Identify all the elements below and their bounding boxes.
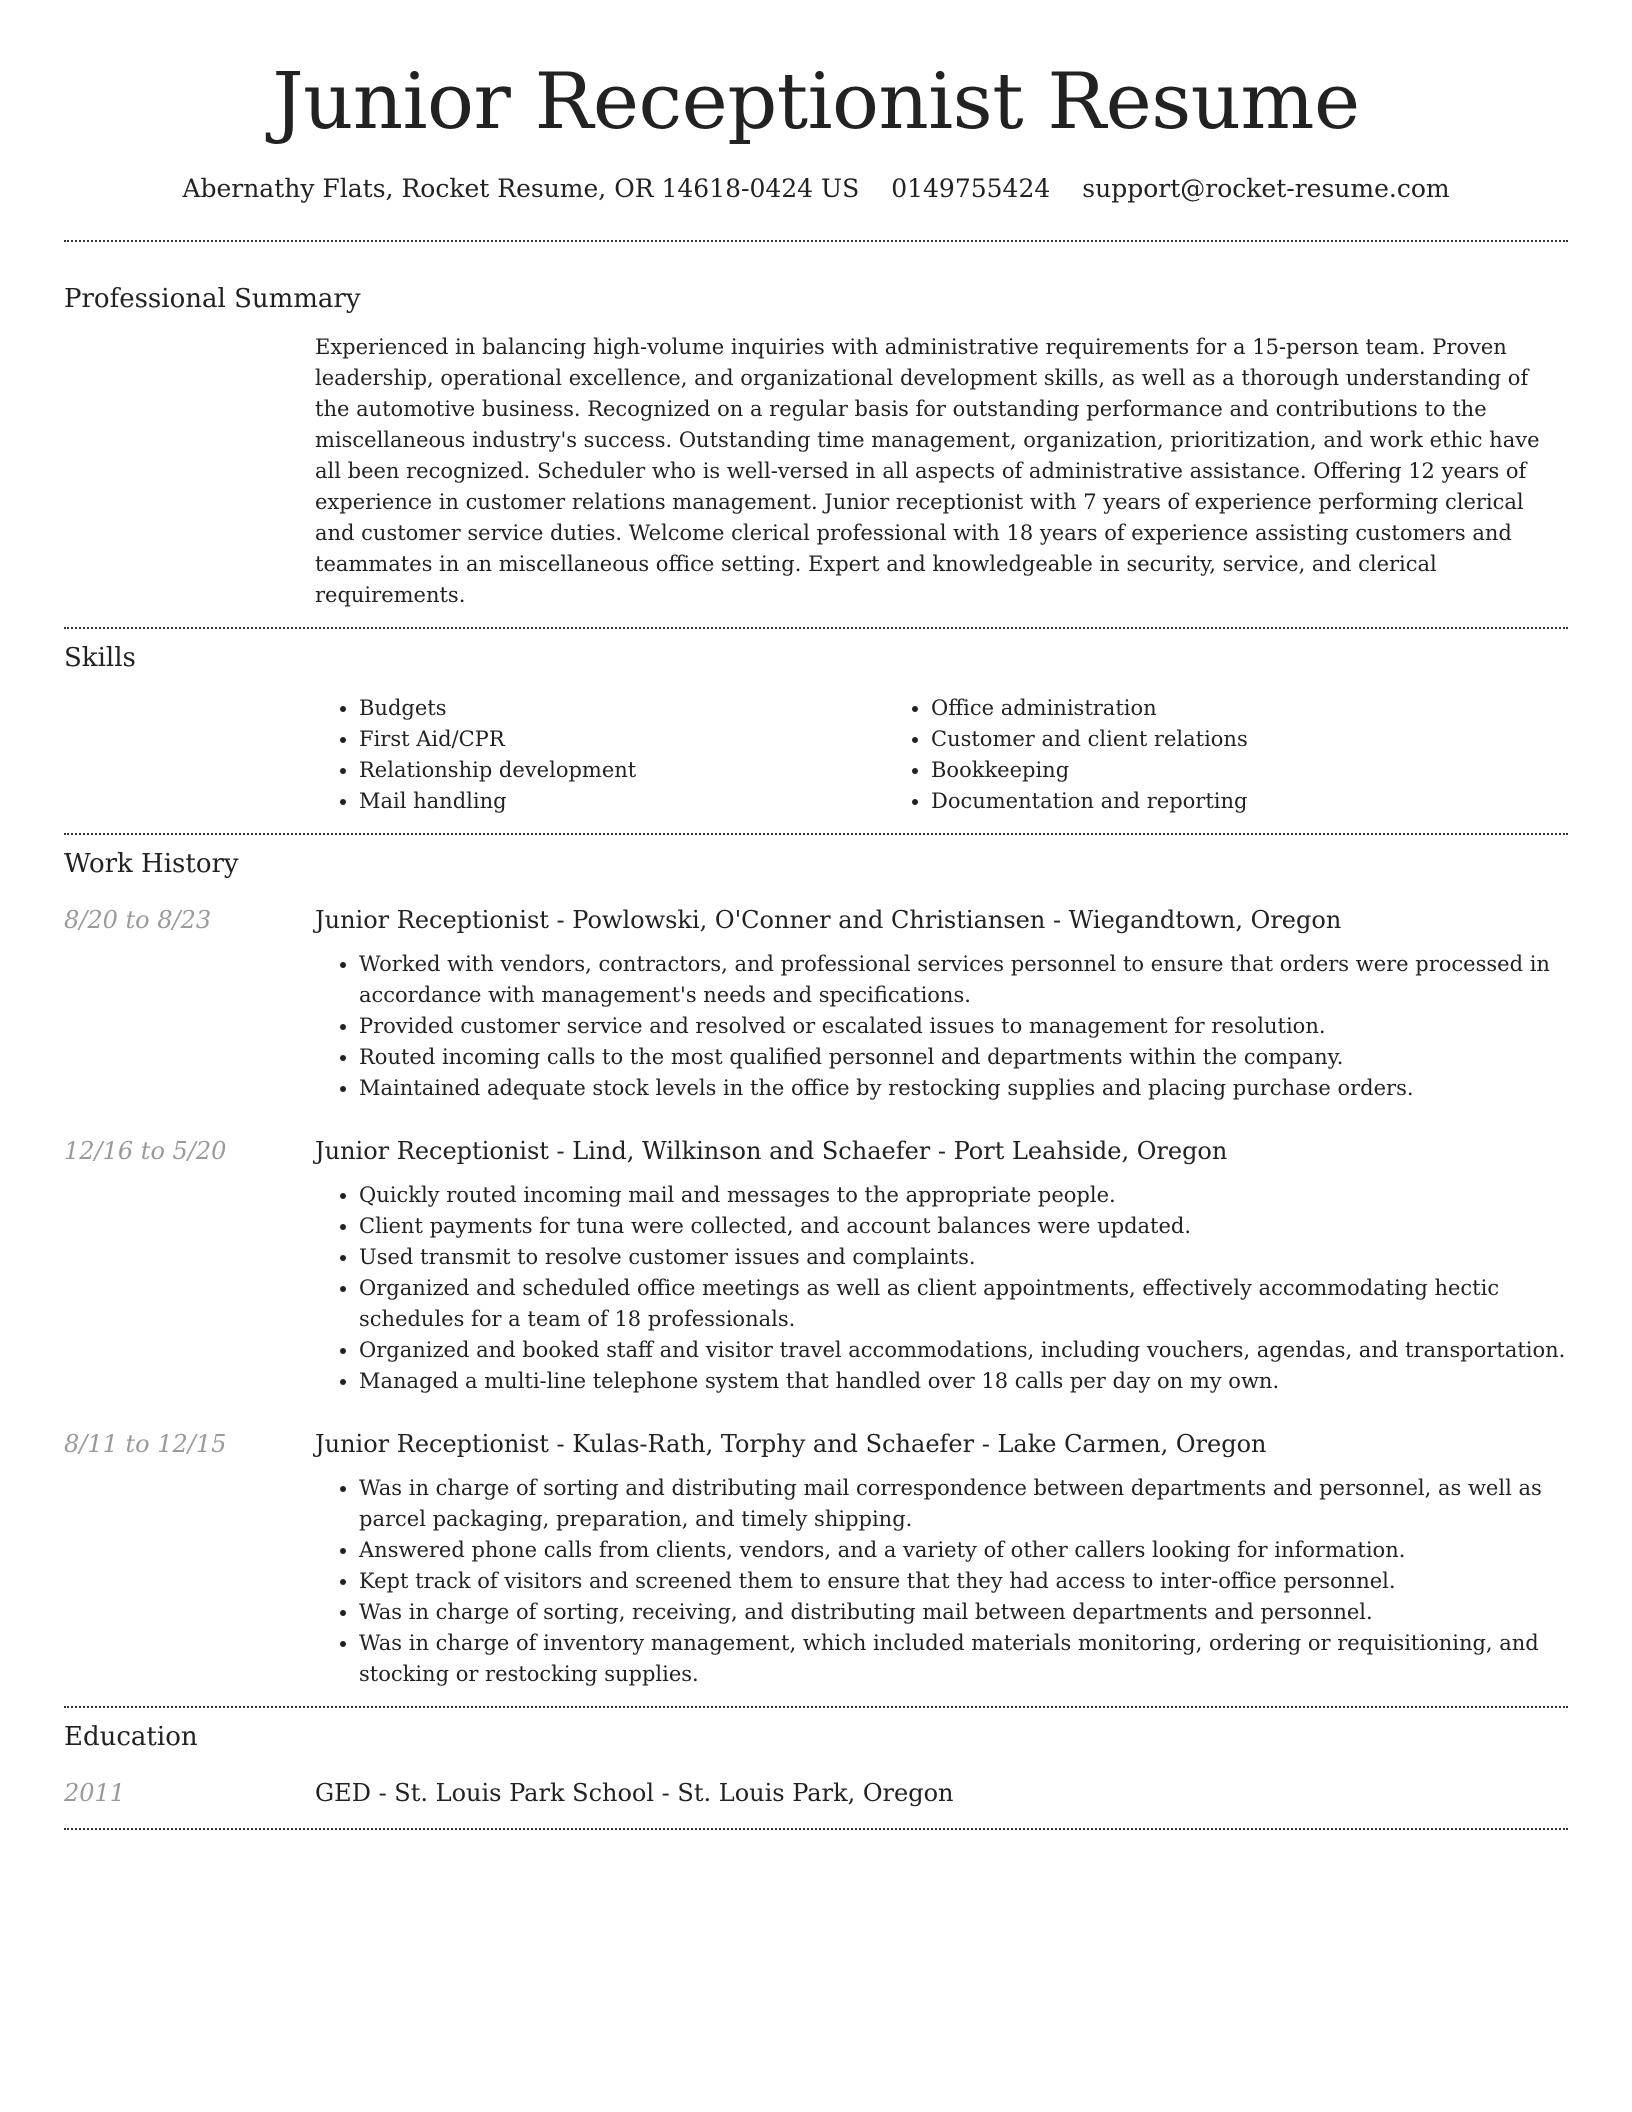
job-body [315, 1134, 1568, 1397]
skill-item: • Bookkeeping [931, 755, 1459, 786]
job-entry [64, 903, 1568, 1104]
skill-item: • Documentation and reporting [931, 786, 1459, 817]
skills-column-left [315, 693, 887, 817]
spacer [64, 1690, 1568, 1706]
education-entry [64, 1776, 1568, 1828]
skills-section [64, 629, 1568, 833]
job-date: 12/16 to 5/20 [64, 1137, 227, 1165]
job-title: Junior Receptionist - Powlowski, O'Conner and Christiansen - Wiegandtown, Oregon [315, 906, 1342, 934]
skill-item: • Relationship development [359, 755, 887, 786]
job-entry [64, 1134, 1568, 1397]
job-bullet: • Maintained adequate stock levels in the office by restocking supplies and placing purchase orders. [359, 1073, 1568, 1104]
job-date: 8/11 to 12/15 [64, 1430, 227, 1458]
contact-email: support@rocket-resume.com [1082, 174, 1450, 203]
job-bullet: • Organized and scheduled office meetings as well as client appointments, effectively accommodating hectic schedules for a team of 18 professionals. [359, 1273, 1568, 1335]
job-bullet: • Kept track of visitors and screened them to ensure that they had access to inter-office personnel. [359, 1566, 1568, 1597]
skills-list [315, 693, 1568, 833]
skill-item: • First Aid/CPR [359, 724, 887, 755]
job-body [315, 903, 1568, 1104]
divider [64, 240, 1568, 242]
job-bullet: • Managed a multi-line telephone system that handled over 18 calls per day on my own. [359, 1366, 1568, 1397]
job-bullet: • Organized and booked staff and visitor travel accommodations, including vouchers, agendas, and transportation. [359, 1335, 1568, 1366]
education-section [64, 1708, 1568, 1828]
job-bullets [315, 1473, 1568, 1690]
job-title: Junior Receptionist - Lind, Wilkinson and Schaefer - Port Leahside, Oregon [315, 1137, 1228, 1165]
job-bullet: • Was in charge of inventory management, which included materials monitoring, ordering or requisitioning, and stocking or restocking supplies. [359, 1628, 1568, 1690]
education-detail: GED - St. Louis Park School - St. Louis Park, Oregon [315, 1779, 954, 1807]
summary-heading: Professional Summary [64, 284, 361, 314]
work-section [64, 835, 1568, 1706]
contact-line [64, 172, 1568, 206]
education-date: 2011 [64, 1779, 126, 1807]
job-body [315, 1427, 1568, 1690]
skill-item: • Customer and client relations [931, 724, 1459, 755]
job-date: 8/20 to 8/23 [64, 906, 212, 934]
job-entry [64, 1427, 1568, 1690]
contact-address: Abernathy Flats, Rocket Resume, OR 14618-0424 US [182, 174, 860, 203]
skill-item: • Mail handling [359, 786, 887, 817]
job-bullet: • Answered phone calls from clients, vendors, and a variety of other callers looking for information. [359, 1535, 1568, 1566]
job-bullet: • Used transmit to resolve customer issues and complaints. [359, 1242, 1568, 1273]
skills-heading: Skills [64, 643, 136, 673]
job-title: Junior Receptionist - Kulas-Rath, Torphy and Schaefer - Lake Carmen, Oregon [315, 1430, 1267, 1458]
summary-text: Experienced in balancing high-volume inquiries with administrative requirements for a 15-person team. Proven leadership, operational excellence, and organizational development skills, as well as a thorough understanding of the automotive business. Recognized on a regular basis for outstanding performance and contributions to the miscellaneous industry's success. Outstanding time management, organization, prioritization, and work ethic have all been recognized. Scheduler who is well-versed in all aspects of administrative assistance. Offering 12 years of experience in customer relations management. Junior receptionist with 7 years of experience performing clerical and customer service duties. Welcome clerical professional with 18 years of experience assisting customers and teammates in an miscellaneous office setting. Expert and knowledgeable in security, service, and clerical requirements. [315, 335, 1540, 607]
job-bullet: • Quickly routed incoming mail and messages to the appropriate people. [359, 1180, 1568, 1211]
job-bullet: • Provided customer service and resolved or escalated issues to management for resolution. [359, 1011, 1568, 1042]
skill-item: • Budgets [359, 693, 887, 724]
job-bullet: • Was in charge of sorting and distributing mail correspondence between departments and personnel, as well as parcel packaging, preparation, and timely shipping. [359, 1473, 1568, 1535]
job-bullet: • Routed incoming calls to the most qualified personnel and departments within the company. [359, 1042, 1568, 1073]
summary-section [64, 282, 1568, 627]
job-bullet: • Client payments for tuna were collected, and account balances were updated. [359, 1211, 1568, 1242]
job-bullets [315, 949, 1568, 1104]
resume-title: Junior Receptionist Resume [272, 57, 1360, 147]
skill-item: • Office administration [931, 693, 1459, 724]
job-bullets [315, 1180, 1568, 1397]
education-heading: Education [64, 1722, 198, 1752]
skills-column-right [887, 693, 1459, 817]
contact-phone: 0149755424 [891, 174, 1051, 203]
divider [64, 1828, 1568, 1830]
job-bullet: • Was in charge of sorting, receiving, and distributing mail between departments and personnel. [359, 1597, 1568, 1628]
job-bullet: • Worked with vendors, contractors, and professional services personnel to ensure that orders were processed in accordance with management's needs and specifications. [359, 949, 1568, 1011]
work-heading: Work History [64, 849, 239, 879]
